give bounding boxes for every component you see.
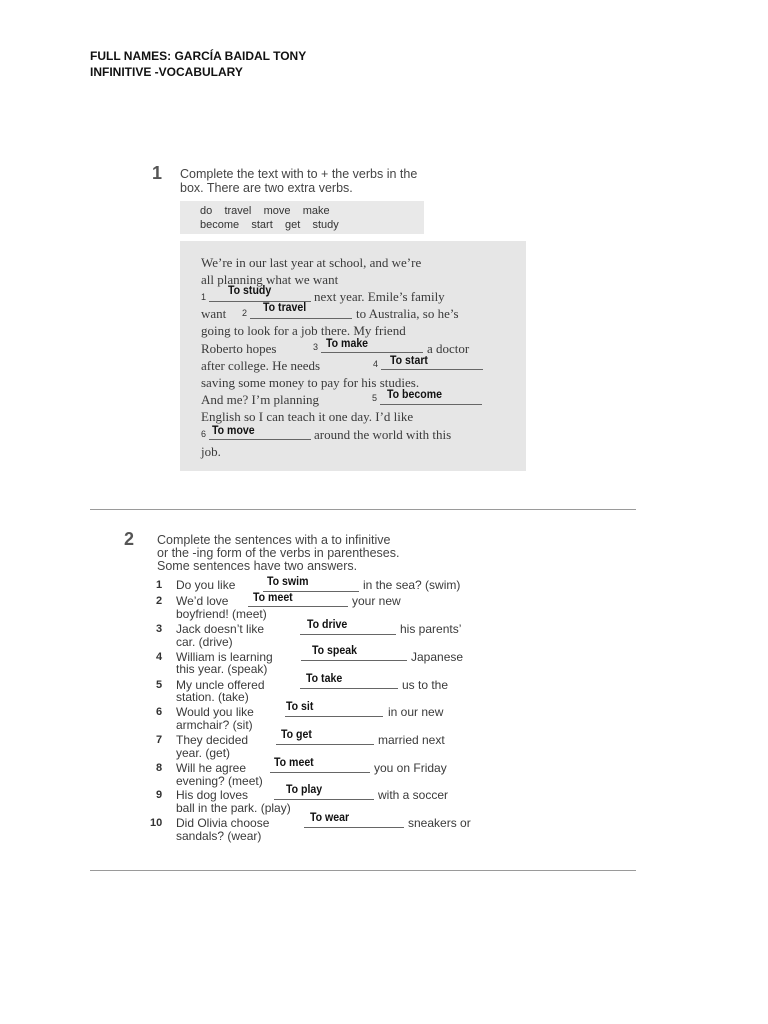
item-text-line2: this year. (speak) [176,662,268,676]
exercise-1-number: 1 [152,163,163,183]
item-text: They decided [176,733,249,747]
item-text-line2: car. (drive) [176,635,233,649]
item-text: sneakers or [408,816,471,830]
item-text: Jack doesn’t like [176,622,265,636]
passage-line: saving some money to pay for his studies. [201,375,420,390]
item-text: Would you like [176,705,254,719]
item-answer: To sit [286,699,314,713]
blank-marker: 5 [372,393,378,403]
item-text-line2: sandals? (wear) [176,829,262,843]
passage-line: And me? I’m planning [201,392,320,407]
exercise-2-instruction-line3: Some sentences have two answers. [157,559,358,573]
item-answer: To wear [310,810,350,824]
item-text-line2: evening? (meet) [176,774,263,788]
item-text-line2: year. (get) [176,746,231,760]
passage-line: a doctor [427,341,470,356]
answer-blank [300,688,398,689]
item-number: 8 [156,762,163,774]
item-text-line2: boyfriend! (meet) [176,607,267,621]
answer-2: To travel [263,300,307,314]
reading-passage [180,241,526,471]
item-answer: To swim [267,574,309,588]
item-text: Japanese [411,650,464,664]
passage-line: all planning what we want [201,272,339,287]
blank-marker: 3 [313,342,319,352]
item-answer: To meet [274,755,314,769]
exercise-1-instruction-line1: Complete the text with to + the verbs in the [180,167,418,181]
answer-blank [274,799,374,800]
answer-6: To move [212,423,255,437]
item-answer: To play [286,782,323,796]
passage-line: next year. Emile’s family [314,289,445,304]
item-answer: To speak [312,643,358,657]
item-number: 4 [156,651,163,663]
answer-blank [285,716,383,717]
answer-5: To become [387,387,442,401]
blank-marker: 2 [242,308,248,318]
blank-marker: 1 [201,292,207,302]
passage-line: around the world with this [314,427,452,442]
item-text: his parents’ [400,622,462,636]
exercise-1-instruction-line2: box. There are two extra verbs. [180,181,353,195]
passage-line: English so I can teach it one day. I’d like [201,409,414,424]
passage-line: Roberto hopes [201,341,277,356]
answer-3: To make [326,336,369,350]
item-answer: To drive [307,617,348,631]
answer-blank [250,318,352,319]
item-number: 5 [156,679,163,691]
item-text: your new [352,594,401,608]
answer-blank [380,404,482,405]
answer-4: To start [390,353,428,367]
passage-line: We’re in our last year at school, and we’re [201,255,422,270]
student-header [90,48,306,80]
item-text: His dog loves [176,788,249,802]
answer-blank [301,660,407,661]
item-number: 2 [156,595,163,607]
answer-1: To study [228,283,272,297]
item-number: 7 [156,734,163,746]
passage-line: after college. He needs [201,358,321,373]
item-text: Will he agree [176,761,247,775]
passage-line: to Australia, so he’s [356,306,459,321]
answer-blank [270,772,370,773]
full-names: FULL NAMES: GARCÍA BAIDAL TONY [90,49,307,63]
item-text: in our new [388,705,444,719]
item-text: Do you like [176,578,236,592]
item-answer: To get [281,727,312,741]
answer-blank [304,827,404,828]
word-box-row2: become start get study [200,219,339,231]
passage-line: job. [201,444,221,459]
word-box-row1: do travel move make [200,205,330,217]
exercise-2-number: 2 [124,529,135,549]
blank-marker: 4 [373,359,379,369]
item-number: 3 [156,623,163,635]
section-divider [90,509,636,510]
topic-title: INFINITIVE -VOCABULARY [90,65,243,79]
answer-blank [381,369,483,370]
exercise-2-instruction-line1: Complete the sentences with a to infinitive [157,533,391,547]
exercise-2-instruction-line2: or the -ing form of the verbs in parentheses. [157,546,400,560]
item-text: My uncle offered [176,678,265,692]
item-text: us to the [402,678,449,692]
item-text: married next [378,733,445,747]
item-number: 9 [156,789,163,801]
item-text: with a soccer [378,788,449,802]
item-text-line2: station. (take) [176,690,249,704]
passage-line: want [201,306,227,321]
item-number: 1 [156,579,163,591]
item-text: William is learning [176,650,273,664]
section-divider [90,870,636,871]
item-number: 10 [150,817,163,829]
answer-blank [209,439,311,440]
item-text-line2: armchair? (sit) [176,718,253,732]
item-text: you on Friday [374,761,447,775]
passage-line: going to look for a job there. My friend [201,323,406,338]
blank-marker: 6 [201,429,207,439]
item-text: Did Olivia choose [176,816,270,830]
item-text: in the sea? (swim) [363,578,461,592]
item-number: 6 [156,706,163,718]
answer-blank [300,634,396,635]
word-box [180,201,424,234]
item-text: We’d love [176,594,229,608]
item-answer: To meet [253,590,293,604]
answer-blank [276,744,374,745]
item-answer: To take [306,671,343,685]
item-text-line2: ball in the park. (play) [176,801,291,815]
